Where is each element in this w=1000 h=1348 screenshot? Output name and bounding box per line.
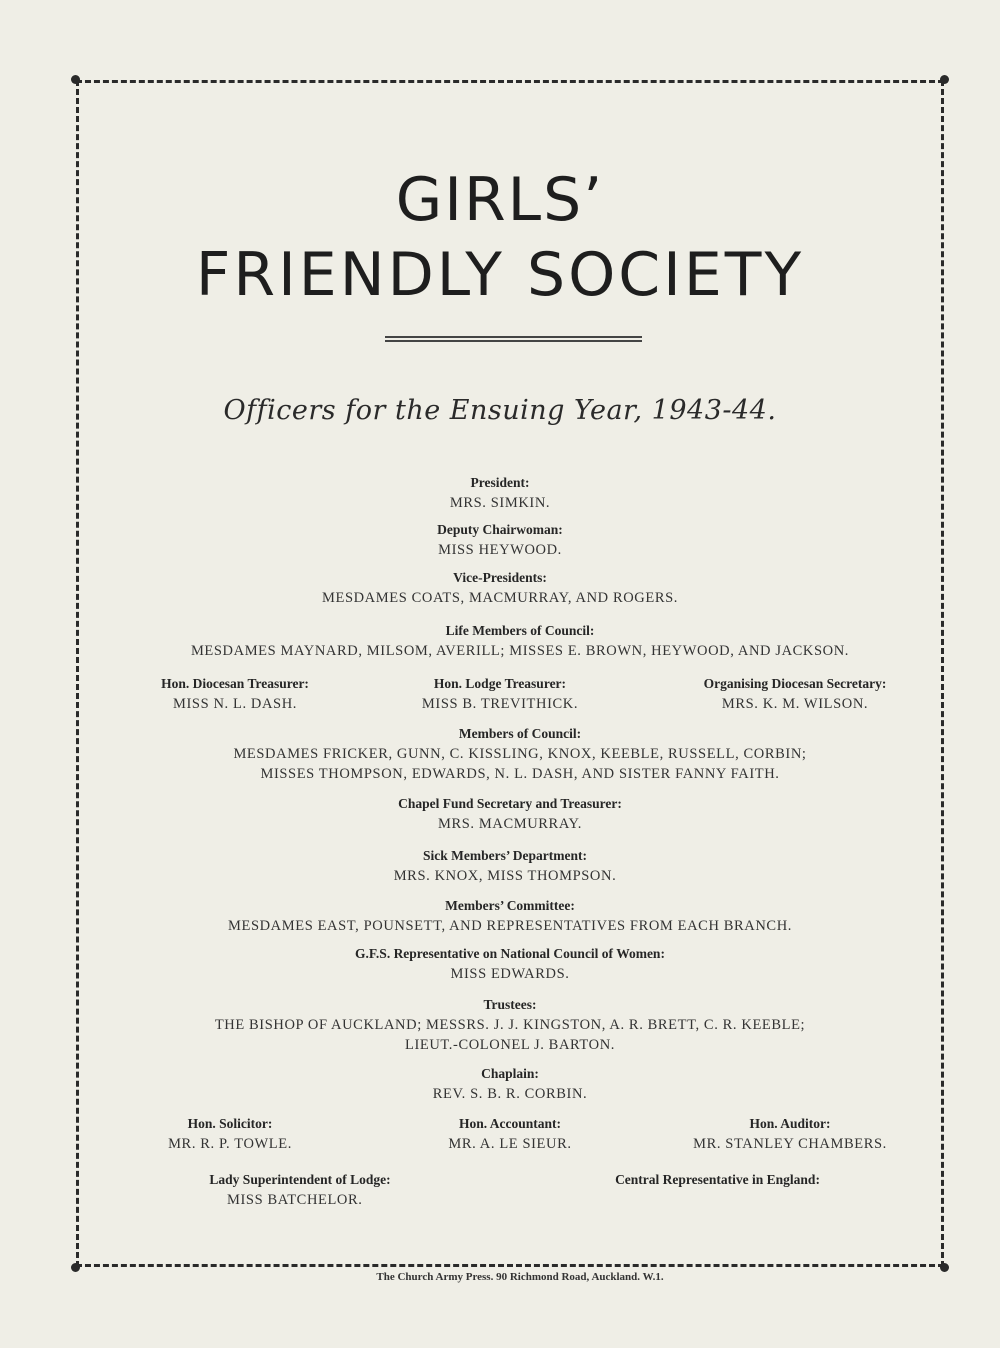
section-names: MISS B. TREVITHICK. — [421, 696, 579, 712]
section-organising-secretary — [665, 674, 925, 714]
section-names: MR. STANLEY CHAMBERS. — [693, 1136, 887, 1152]
section-names: MR. A. LE SIEUR. — [448, 1136, 572, 1152]
section-lodge-treasurer — [400, 674, 600, 714]
section-names-line-1: MESDAMES FRICKER, GUNN, C. KISSLING, KNOX, KEEBLE, RUSSELL, CORBIN; — [233, 746, 807, 762]
section-label: Members of Council: — [458, 726, 582, 741]
section-names: MRS. SIMKIN. — [449, 495, 551, 511]
corner-dot-top-left — [71, 75, 80, 84]
section-chapel-fund — [0, 794, 1000, 834]
section-members-of-council — [0, 724, 1000, 784]
section-label: Trustees: — [483, 997, 537, 1012]
section-label: Members’ Committee: — [445, 898, 575, 913]
section-names: MR. R. P. TOWLE. — [168, 1136, 292, 1152]
section-life-members — [0, 621, 1000, 661]
section-deputy-chairwoman — [0, 520, 1000, 560]
section-diocesan-treasurer — [140, 674, 330, 714]
section-label: Hon. Auditor: — [749, 1116, 831, 1131]
page-title-line-2: FRIENDLY SOCIETY — [195, 240, 805, 310]
section-label: Hon. Solicitor: — [187, 1116, 273, 1131]
section-names: MISS EDWARDS. — [450, 966, 570, 982]
section-label: Chapel Fund Secretary and Treasurer: — [398, 796, 622, 811]
section-names: MRS. KNOX, MISS THOMPSON. — [393, 868, 617, 884]
section-names: MISS HEYWOOD. — [438, 542, 562, 558]
section-members-committee — [0, 896, 1000, 936]
section-names: MESDAMES MAYNARD, MILSOM, AVERILL; MISSES E. BROWN, HEYWOOD, AND JACKSON. — [190, 643, 850, 659]
double-rule-divider — [385, 336, 642, 342]
section-vice-presidents — [0, 568, 1000, 608]
section-label: Hon. Diocesan Treasurer: — [161, 676, 309, 691]
section-label: Hon. Accountant: — [458, 1116, 561, 1131]
section-names: MISS N. L. DASH. — [172, 696, 297, 712]
section-sick-members — [0, 846, 1000, 886]
section-president — [0, 473, 1000, 513]
subtitle: Officers for the Ensuing Year, 1943-44. — [223, 395, 777, 426]
section-names: MESDAMES COATS, MACMURRAY, AND ROGERS. — [322, 590, 678, 606]
section-label: Lady Superintendent of Lodge: — [209, 1172, 391, 1187]
page-title-line-1: GIRLS’ — [395, 165, 605, 235]
section-trustees — [0, 995, 1000, 1055]
section-label: Organising Diocesan Secretary: — [703, 676, 887, 691]
section-accountant — [420, 1114, 600, 1154]
section-names: MESDAMES EAST, POUNSETT, AND REPRESENTATIVES FROM EACH BRANCH. — [228, 918, 792, 934]
section-label: President: — [470, 475, 530, 490]
section-label: Hon. Lodge Treasurer: — [433, 676, 567, 691]
section-auditor — [670, 1114, 910, 1154]
section-names-line-2: MISSES THOMPSON, EDWARDS, N. L. DASH, AND SISTER FANNY FAITH. — [260, 766, 780, 782]
section-names-line-1: THE BISHOP OF AUCKLAND; MESSRS. J. J. KINGSTON, A. R. BRETT, C. R. KEEBLE; — [214, 1017, 806, 1033]
section-names-line-2: LIEUT.-COLONEL J. BARTON. — [405, 1037, 615, 1053]
section-label: Life Members of Council: — [445, 623, 595, 638]
corner-dot-top-right — [940, 75, 949, 84]
section-label: Sick Members’ Department: — [423, 848, 587, 863]
section-names: MRS. K. M. WILSON. — [721, 696, 869, 712]
section-solicitor — [150, 1114, 310, 1154]
section-names: MISS BATCHELOR. — [227, 1192, 363, 1208]
section-chaplain — [0, 1064, 1000, 1104]
printer-imprint: The Church Army Press. 90 Richmond Road, Auckland. W.1. — [376, 1271, 664, 1283]
section-label: Vice-Presidents: — [453, 570, 547, 585]
section-label: Deputy Chairwoman: — [437, 522, 563, 537]
section-lady-superintendent — [175, 1170, 425, 1210]
section-ncw-representative — [0, 944, 1000, 984]
section-label: Chaplain: — [481, 1066, 539, 1081]
section-label: Central Representative in England: — [615, 1172, 820, 1187]
section-central-representative — [580, 1170, 855, 1190]
section-names: REV. S. B. R. CORBIN. — [432, 1086, 588, 1102]
section-label: G.F.S. Representative on National Council of Women: — [355, 946, 665, 961]
section-names: MRS. MACMURRAY. — [438, 816, 582, 832]
